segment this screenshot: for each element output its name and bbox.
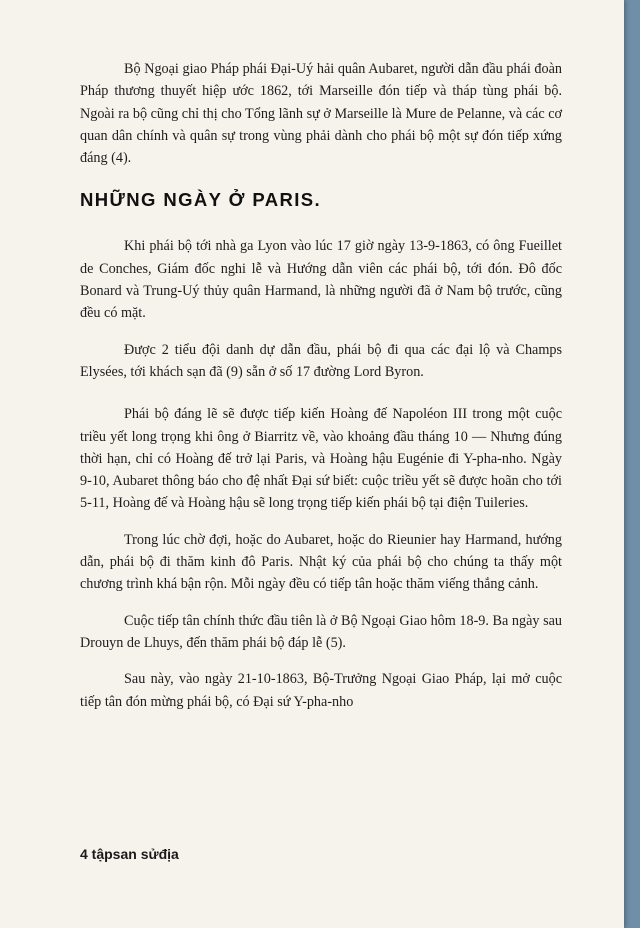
paragraph-4: Phái bộ đáng lẽ sẽ được tiếp kiến Hoàng đế Napoléon III trong một cuộc triều yết long trọng khi ông ở Biarritz về, vào khoảng đầu tháng 10 — Nhưng đúng thời hạn, chỉ có Hoàng đế trở lại Paris, và Hoàng hậu Eugénie đi Y-pha-nho. Ngày 9-10, Aubaret thông báo cho đệ nhất Đại sứ biết: cuộc triều yết sẽ được hoãn cho tới 5-11, Hoàng đế và Hoàng hậu sẽ long trọng tiếp kiến phái bộ tại điện Tuileries. [80,406,562,512]
paragraph-3: Được 2 tiểu đội danh dự dẫn đầu, phái bộ đi qua các đại lộ và Champs Elysées, tới khách sạn đã (9) sẵn ở số 17 đường Lord Byron. [80,341,562,380]
paragraph-7: Sau này, vào ngày 21-10-1863, Bộ-Trưởng Ngoại Giao Pháp, lại mở cuộc tiếp tân đón mừng phái bộ, có Đại sứ Y-pha-nho [80,671,562,710]
paragraph-5: Trong lúc chờ đợi, hoặc do Aubaret, hoặc do Rieunier hay Harmand, hướng dẫn, phái bộ đi thăm kinh đô Paris. Nhật ký của phái bộ cho chúng ta thấy một chương trình khá bận rộn. Mỗi ngày đều có tiếp tân hoặc thăm viếng thắng cảnh. [80,531,562,593]
paragraph-6: Cuộc tiếp tân chính thức đầu tiên là ở Bộ Ngoại Giao hôm 18-9. Ba ngày sau Drouyn de Lhuys, đến thăm phái bộ đáp lễ (5). [80,612,562,651]
paragraph-1: Bộ Ngoại giao Pháp phái Đại-Uý hải quân Aubaret, người dẫn đầu phái đoàn Pháp thương thuyết hiệp ước 1862, tới Marseille đón tiếp và tháp tùng phái bộ. Ngoài ra bộ cũng chỉ thị cho Tổng lãnh sự ở Marseille là Mure de Pelanne, và các cơ quan dân chính và quân sự trong vùng phải dành cho phái bộ một sự đón tiếp xứng đáng (4). [80,61,562,167]
page-footer: 4 tậpsan sửđịa [80,846,179,862]
text-column [80,58,562,713]
section-heading: NHỮNG NGÀY Ở PARIS. [80,189,322,211]
paragraph-2: Khi phái bộ tới nhà ga Lyon vào lúc 17 giờ ngày 13-9-1863, có ông Fueillet de Conches, Giám đốc nghi lễ và Hướng dẫn viên các phái bộ, tới đón. Đô đốc Bonard và Trung-Uý thủy quân Harmand, là những người đã ở Nam bộ trước, cũng đều có mặt. [80,238,562,322]
